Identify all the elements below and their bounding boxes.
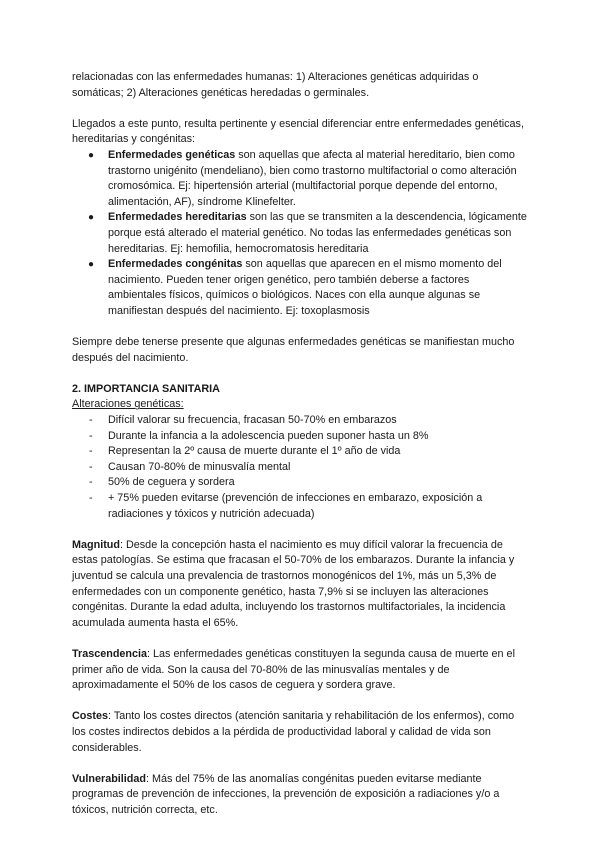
list-item [72,413,530,429]
list-item [72,460,530,476]
definition-list [72,148,530,320]
dash-icon: - [89,414,93,427]
intro-continuation: relacionadas con las enfermedades humanas: 1) Alteraciones genéticas adquiridas o somáticas; 2) Alteraciones genéticas heredadas o germinales. [72,71,479,99]
paragraph-text: : Desde la concepción hasta el nacimiento es muy difícil valorar la frecuencia de estas patologías. Se estima que fracasan el 50-70% de los embarazos. Durante la infancia y juventud se calcula una prevalencia de trastornos monogénicos del 1%, más un 5,3% de enfermedades con un componente genético, hasta 7,9% si se incluyen las alteraciones congénitas. Durante la edad adulta, incluyendo los trastornos multifactoriales, la incidencia acumulada aumenta hasta el 65%. [72,538,515,629]
dash-list [72,413,530,522]
dash-icon: - [89,492,93,505]
paragraph-term: Costes [72,710,109,723]
costs-paragraph [72,709,530,756]
bullet-icon: ● [88,259,95,271]
list-item-text: 50% de ceguera y sordera [108,476,235,489]
list-item [72,210,530,257]
list-item-text: Representan la 2º causa de muerte durante el 1º año de vida [108,445,401,458]
paragraph-text: : Más del 75% de las anomalías congénitas pueden evitarse mediante programas de prevención de infecciones, la prevención de exposición a radiaciones y/o a tóxicos, nutrición correcta, etc. [72,772,500,816]
list-item [72,257,530,319]
list-item [72,429,530,445]
note-paragraph: Siempre debe tenerse presente que algunas enfermedades genéticas se manifiestan mucho después del nacimiento. [72,336,515,364]
definition-text: son las que se transmiten a la descendencia, lógicamente porque está alterado el material genético. No todas las enfermedades genéticas son hereditarias. Ej: hemofilia, hemocromatosis hereditaria [108,211,527,255]
dash-icon: - [89,429,93,442]
differentiation-intro: Llegados a este punto, resulta pertinente y esencial diferenciar entre enfermedades genéticas, hereditarias y congénitas: [72,117,524,146]
document-page [72,70,530,819]
dash-icon: - [89,445,93,458]
dash-icon: - [89,460,93,473]
list-item [72,444,530,460]
subheading: Alteraciones genéticas: [72,398,184,411]
paragraph-term: Magnitud [72,538,120,551]
definition-term: Enfermedades hereditarias [108,211,247,224]
section-title: 2. IMPORTANCIA SANITARIA [72,382,220,395]
dash-icon: - [89,476,93,489]
list-item [72,148,530,210]
paragraph-text: : Tanto los costes directos (atención sanitaria y rehabilitación de los enfermos), como los costes indirectos debidos a la pérdida de productividad laboral y calidad de vida son considerables. [72,710,515,754]
paragraph-text: : Las enfermedades genéticas constituyen la segunda causa de muerte en el primer año de vida. Son la causa del 70-80% de las minusvalías mentales y de aproximadamente el 50% de los casos de ceguera y sordera grave. [72,647,515,692]
definition-text: son aquellas que aparecen en el mismo momento del nacimiento. Pueden tener origen genético, pero también deberse a factores ambientales físicos, químicos o biológicos. Naces con ella aunque algunas se manifiestan después del nacimiento. Ej: toxoplasmosis [108,258,502,317]
paragraph-term: Vulnerabilidad [72,772,146,785]
magnitude-paragraph [72,538,530,632]
bullet-icon: ● [88,149,95,161]
paragraph-term: Trascendencia [72,647,148,660]
list-item [72,475,530,491]
transcendence-paragraph [72,647,530,694]
definition-text: son aquellas que afecta al material hereditario, bien como trastorno unigénito (mendeliano), bien como trastorno multifactorial o como alteración cromosómica. Ej: hipertensión arterial (multifactorial porque depende del entorno, alimentación, AF), síndrome Klinefelter. [108,148,517,208]
list-item-text: Durante la infancia a la adolescencia pueden suponer hasta un 8% [108,429,429,442]
list-item [72,491,530,522]
definition-term: Enfermedades genéticas [108,148,236,161]
vulnerability-paragraph [72,772,530,819]
list-item-text: + 75% pueden evitarse (prevención de infecciones en embarazo, exposición a radiaciones y tóxicos y nutrición adecuada) [108,492,483,520]
list-item-text: Causan 70-80% de minusvalía mental [108,460,291,473]
definition-term: Enfermedades congénitas [108,258,243,271]
bullet-icon: ● [88,212,95,224]
list-item-text: Difícil valorar su frecuencia, fracasan 50-70% en embarazos [108,414,397,427]
